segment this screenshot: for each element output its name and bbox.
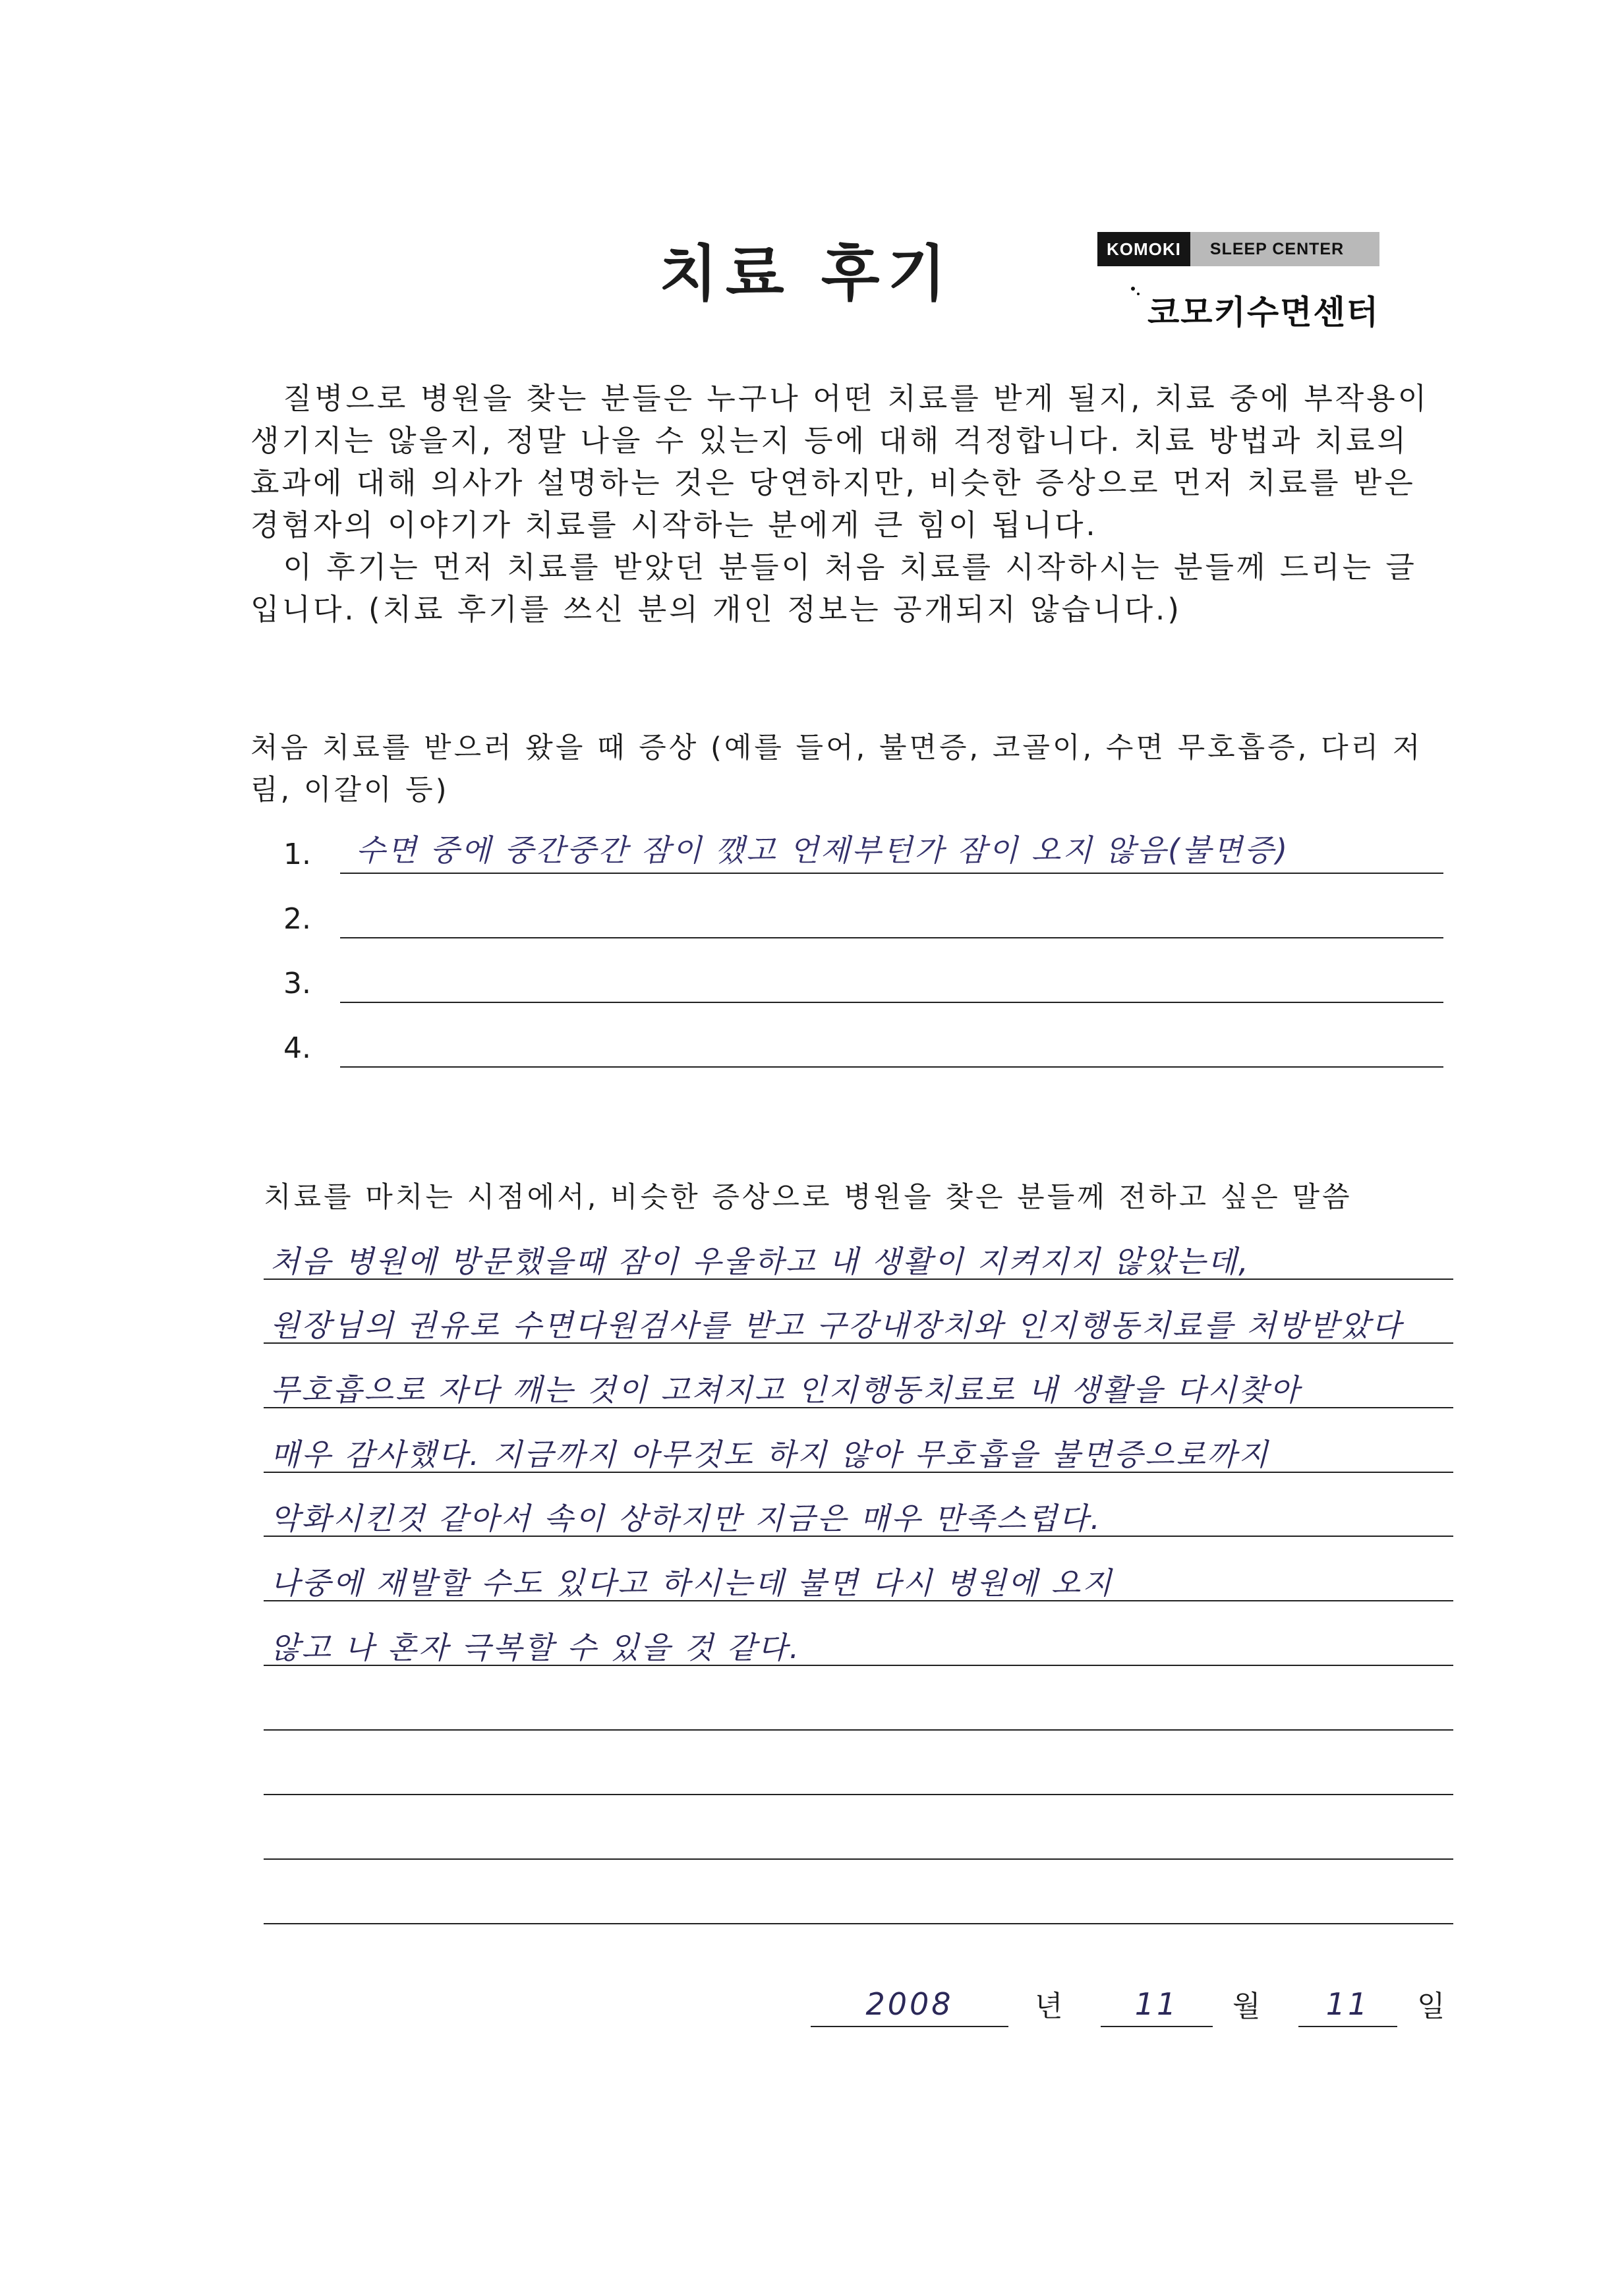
year-unit: 년: [1035, 1990, 1063, 2023]
handwritten-line: 무호흡으로 자다 깨는 것이 고쳐지고 인지행동치료로 내 생활을 다시찾아: [270, 1372, 1302, 1408]
handwritten-line: 처음 병원에 방문했을때 잠이 우울하고 내 생활이 지켜지지 않았는데,: [270, 1244, 1250, 1279]
handwritten-answer: 수면 중에 중간중간 잠이 깼고 언제부턴가 잠이 오지 않음(불면증): [356, 832, 1290, 868]
page-title: 치료 후기: [659, 239, 954, 309]
entry-underline: [340, 873, 1443, 874]
handwritten-line: 악화시킨것 같아서 속이 상하지만 지금은 매우 만족스럽다.: [270, 1501, 1102, 1536]
month-unit: 월: [1232, 1990, 1261, 2023]
intro-paragraph: 질병으로 병원을 찾는 분들은 누구나 어떤 치료를 받게 될지, 치료 중에 부작용이 생기지는 않을지, 정말 나을 수 있는지 등에 대해 걱정합니다. 치료 방법과 치료의 효과에 대해 의사가 설명하는 것은 당연하지만, 비슷한 증상으로 먼저 치료를 받은 경험자의 이야기가 치료를 시작하는 분에게 큰 힘이 됩니다.: [250, 381, 1430, 542]
message-question: 치료를 마치는 시점에서, 비슷한 증상으로 병원을 찾은 분들께 전하고 싶은 말씀: [264, 1181, 1352, 1214]
symptoms-question: 처음 치료를 받으러 왔을 때 증상 (예를 들어, 불면증, 코골이, 수면 무호흡증, 다리 저림, 이갈이 등): [250, 732, 1423, 807]
entry-number: 3.: [283, 967, 311, 1000]
entry-underline: [340, 1066, 1443, 1068]
handwritten-line: 매우 감사했다. 지금까지 아무것도 하지 않아 무호흡을 불면증으로까지: [270, 1437, 1270, 1472]
handwritten-line: 나중에 재발할 수도 있다고 하시는데 불면 다시 병원에 오지: [270, 1565, 1114, 1601]
logo-brand-en: KOMOKI: [1097, 232, 1190, 266]
day-unit: 일: [1417, 1990, 1445, 2023]
message-line[interactable]: [264, 1794, 1453, 1795]
message-line[interactable]: [264, 1923, 1453, 1924]
day-underline[interactable]: [1298, 2026, 1397, 2027]
entry-underline: [340, 937, 1443, 938]
symptom-entry-2[interactable]: [283, 899, 1443, 945]
intro-text: [250, 378, 1443, 631]
message-line[interactable]: [264, 1729, 1453, 1731]
entry-number: 1.: [283, 838, 311, 871]
handwritten-line: 않고 나 혼자 극복할 수 있을 것 같다.: [270, 1630, 801, 1665]
clinic-logo: [1097, 232, 1387, 337]
entry-underline: [340, 1002, 1443, 1003]
moon-logo-icon: [1103, 281, 1145, 332]
year-value: 2008: [865, 1986, 954, 2022]
date-field: [811, 1984, 1457, 2036]
entry-number: 2.: [283, 902, 311, 936]
entry-number: 4.: [283, 1031, 311, 1065]
day-value: 11: [1325, 1986, 1370, 2022]
month-value: 11: [1134, 1986, 1179, 2022]
logo-name-ko: 코모키수면센터: [1147, 293, 1380, 331]
month-underline[interactable]: [1101, 2026, 1213, 2027]
logo-center-en: SLEEP CENTER: [1209, 239, 1345, 258]
intro-paragraph: 이 후기는 먼저 치료를 받았던 분들이 처음 치료를 시작하시는 분들께 드리는 글입니다. (치료 후기를 쓰신 분의 개인 정보는 공개되지 않습니다.): [250, 550, 1417, 627]
year-underline[interactable]: [811, 2026, 1008, 2027]
handwritten-line: 원장님의 권유로 수면다원검사를 받고 구강내장치와 인지행동치료를 처방받았다: [270, 1308, 1403, 1343]
symptom-entry-1[interactable]: [283, 834, 1443, 880]
symptom-entry-3[interactable]: [283, 963, 1443, 1010]
message-line[interactable]: [264, 1858, 1453, 1860]
symptom-entry-4[interactable]: [283, 1028, 1443, 1074]
logo-banner: [1097, 232, 1379, 266]
